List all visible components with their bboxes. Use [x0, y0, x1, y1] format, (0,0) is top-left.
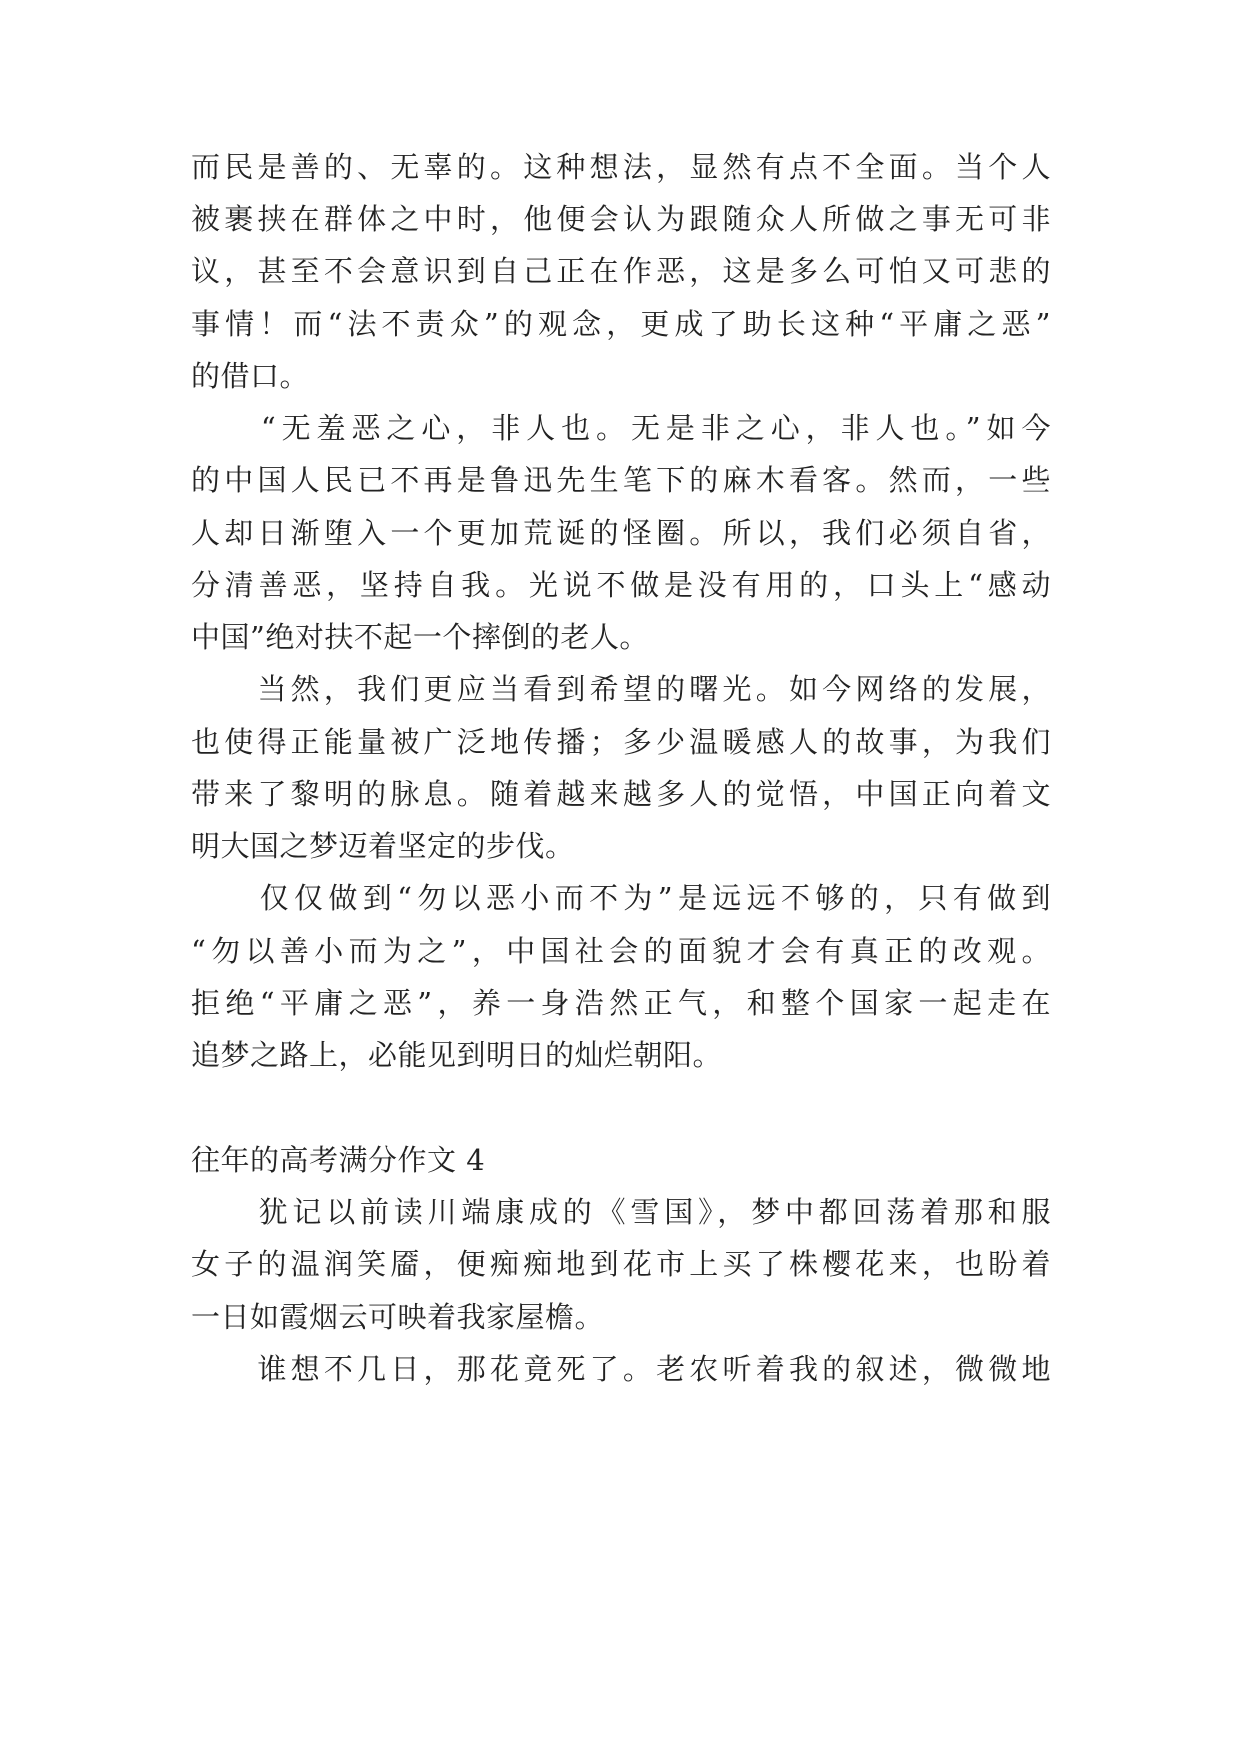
body-line: “无羞恶之心，非人也。无是非之心，非人也。”如今 — [191, 411, 1051, 445]
body-line: “勿以善小而为之”，中国社会的面貌才会有真正的改观。 — [191, 934, 1051, 968]
body-line: 仅仅做到“勿以恶小而不为”是远远不够的，只有做到 — [191, 881, 1051, 915]
body-line: 分清善恶，坚持自我。光说不做是没有用的，口头上“感动 — [191, 568, 1051, 602]
body-line: 追梦之路上，必能见到明日的灿烂朝阳。 — [191, 1038, 723, 1072]
body-line: 的借口。 — [191, 359, 310, 393]
body-line: 当然，我们更应当看到希望的曙光。如今网络的发展， — [191, 672, 1051, 706]
body-line: 明大国之梦迈着坚定的步伐。 — [191, 829, 575, 863]
body-line: 而民是善的、无辜的。这种想法，显然有点不全面。当个人 — [191, 150, 1051, 184]
body-line: 谁想不几日，那花竟死了。老农听着我的叙述，微微地 — [191, 1352, 1051, 1386]
body-line: 带来了黎明的脉息。随着越来越多人的觉悟，中国正向着文 — [191, 777, 1051, 811]
body-line: 犹记以前读川端康成的《雪国》，梦中都回荡着那和服 — [191, 1195, 1051, 1229]
body-line: 的中国人民已不再是鲁迅先生笔下的麻木看客。然而，一些 — [191, 463, 1051, 497]
body-line: 女子的温润笑靥，便痴痴地到花市上买了株樱花来，也盼着 — [191, 1247, 1051, 1281]
body-line: 一日如霞烟云可映着我家屋檐。 — [191, 1300, 605, 1334]
body-line: 人却日渐堕入一个更加荒诞的怪圈。所以，我们必须自省， — [191, 516, 1051, 550]
body-line: 拒绝“平庸之恶”，养一身浩然正气，和整个国家一起走在 — [191, 986, 1051, 1020]
body-line: 议，甚至不会意识到自己正在作恶，这是多么可怕又可悲的 — [191, 254, 1051, 288]
body-line: 事情！而“法不责众”的观念，更成了助长这种“平庸之恶” — [191, 307, 1051, 341]
section-heading: 往年的高考满分作文 4 — [191, 1143, 486, 1177]
body-line: 中国”绝对扶不起一个摔倒的老人。 — [191, 620, 649, 654]
body-line: 也使得正能量被广泛地传播；多少温暖感人的故事，为我们 — [191, 725, 1051, 759]
body-line: 被裹挟在群体之中时，他便会认为跟随众人所做之事无可非 — [191, 202, 1051, 236]
